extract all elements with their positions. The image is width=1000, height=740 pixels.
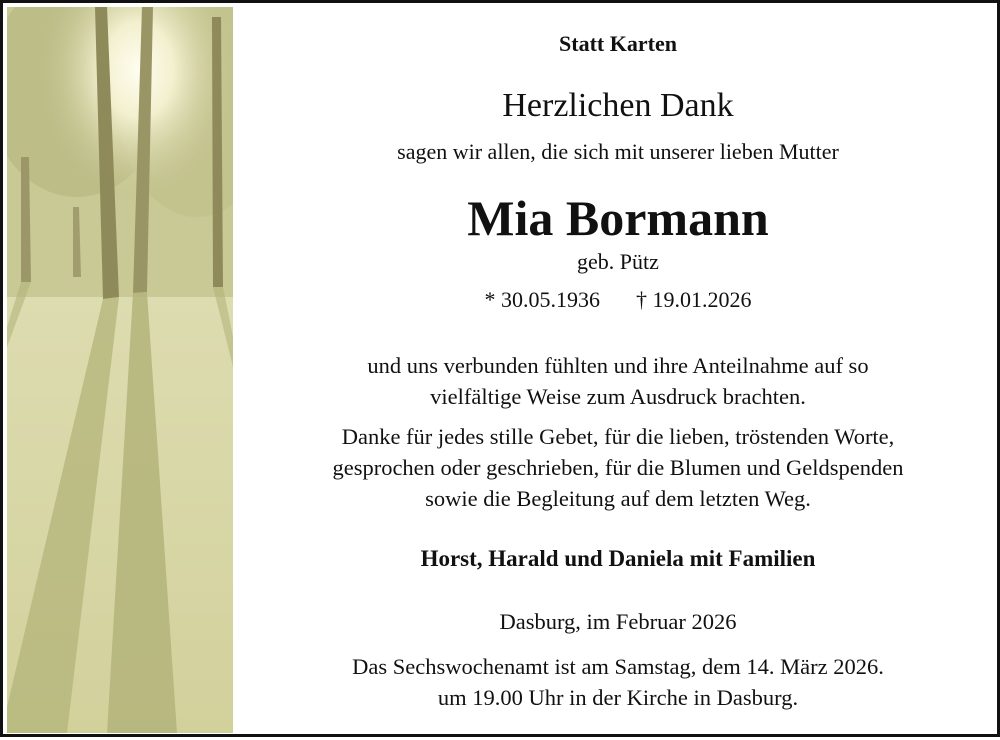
- paragraph-line: Danke für jedes stille Gebet, für die lieben, tröstenden Worte,: [341, 424, 895, 449]
- intro-line: sagen wir allen, die sich mit unserer lieben Mutter: [397, 139, 839, 164]
- maiden-name: geb. Pütz: [577, 249, 659, 274]
- service-announcement: [235, 651, 1000, 713]
- thanks-paragraph-1: [235, 350, 1000, 412]
- thanks-heading: Herzlichen Dank: [502, 87, 734, 124]
- statt-karten-header: Statt Karten: [559, 31, 677, 56]
- paragraph-line: und uns verbunden fühlten und ihre Anteilnahme auf so: [367, 353, 869, 378]
- death-date: † 19.01.2026: [636, 287, 752, 312]
- service-line: um 19.00 Uhr in der Kirche in Dasburg.: [437, 685, 799, 710]
- park-trees-photo: [7, 7, 233, 733]
- paragraph-line: vielfältige Weise zum Ausdruck brachten.: [430, 384, 806, 409]
- paragraph-line: gesprochen oder geschrieben, für die Blumen und Geldspenden: [332, 455, 904, 480]
- family-signature: Horst, Harald und Daniela mit Familien: [420, 546, 816, 571]
- place-and-date: Dasburg, im Februar 2026: [499, 609, 737, 634]
- notice-text: [235, 3, 1000, 740]
- life-dates: [235, 287, 1000, 313]
- sunlit-park-illustration: [7, 7, 233, 733]
- birth-date: * 30.05.1936: [484, 287, 600, 312]
- paragraph-line: sowie die Begleitung auf dem letzten Weg.: [425, 486, 811, 511]
- thanks-paragraph-2: [235, 421, 1000, 514]
- deceased-name: Mia Bormann: [467, 190, 769, 246]
- service-line: Das Sechswochenamt ist am Samstag, dem 14. März 2026.: [352, 654, 884, 679]
